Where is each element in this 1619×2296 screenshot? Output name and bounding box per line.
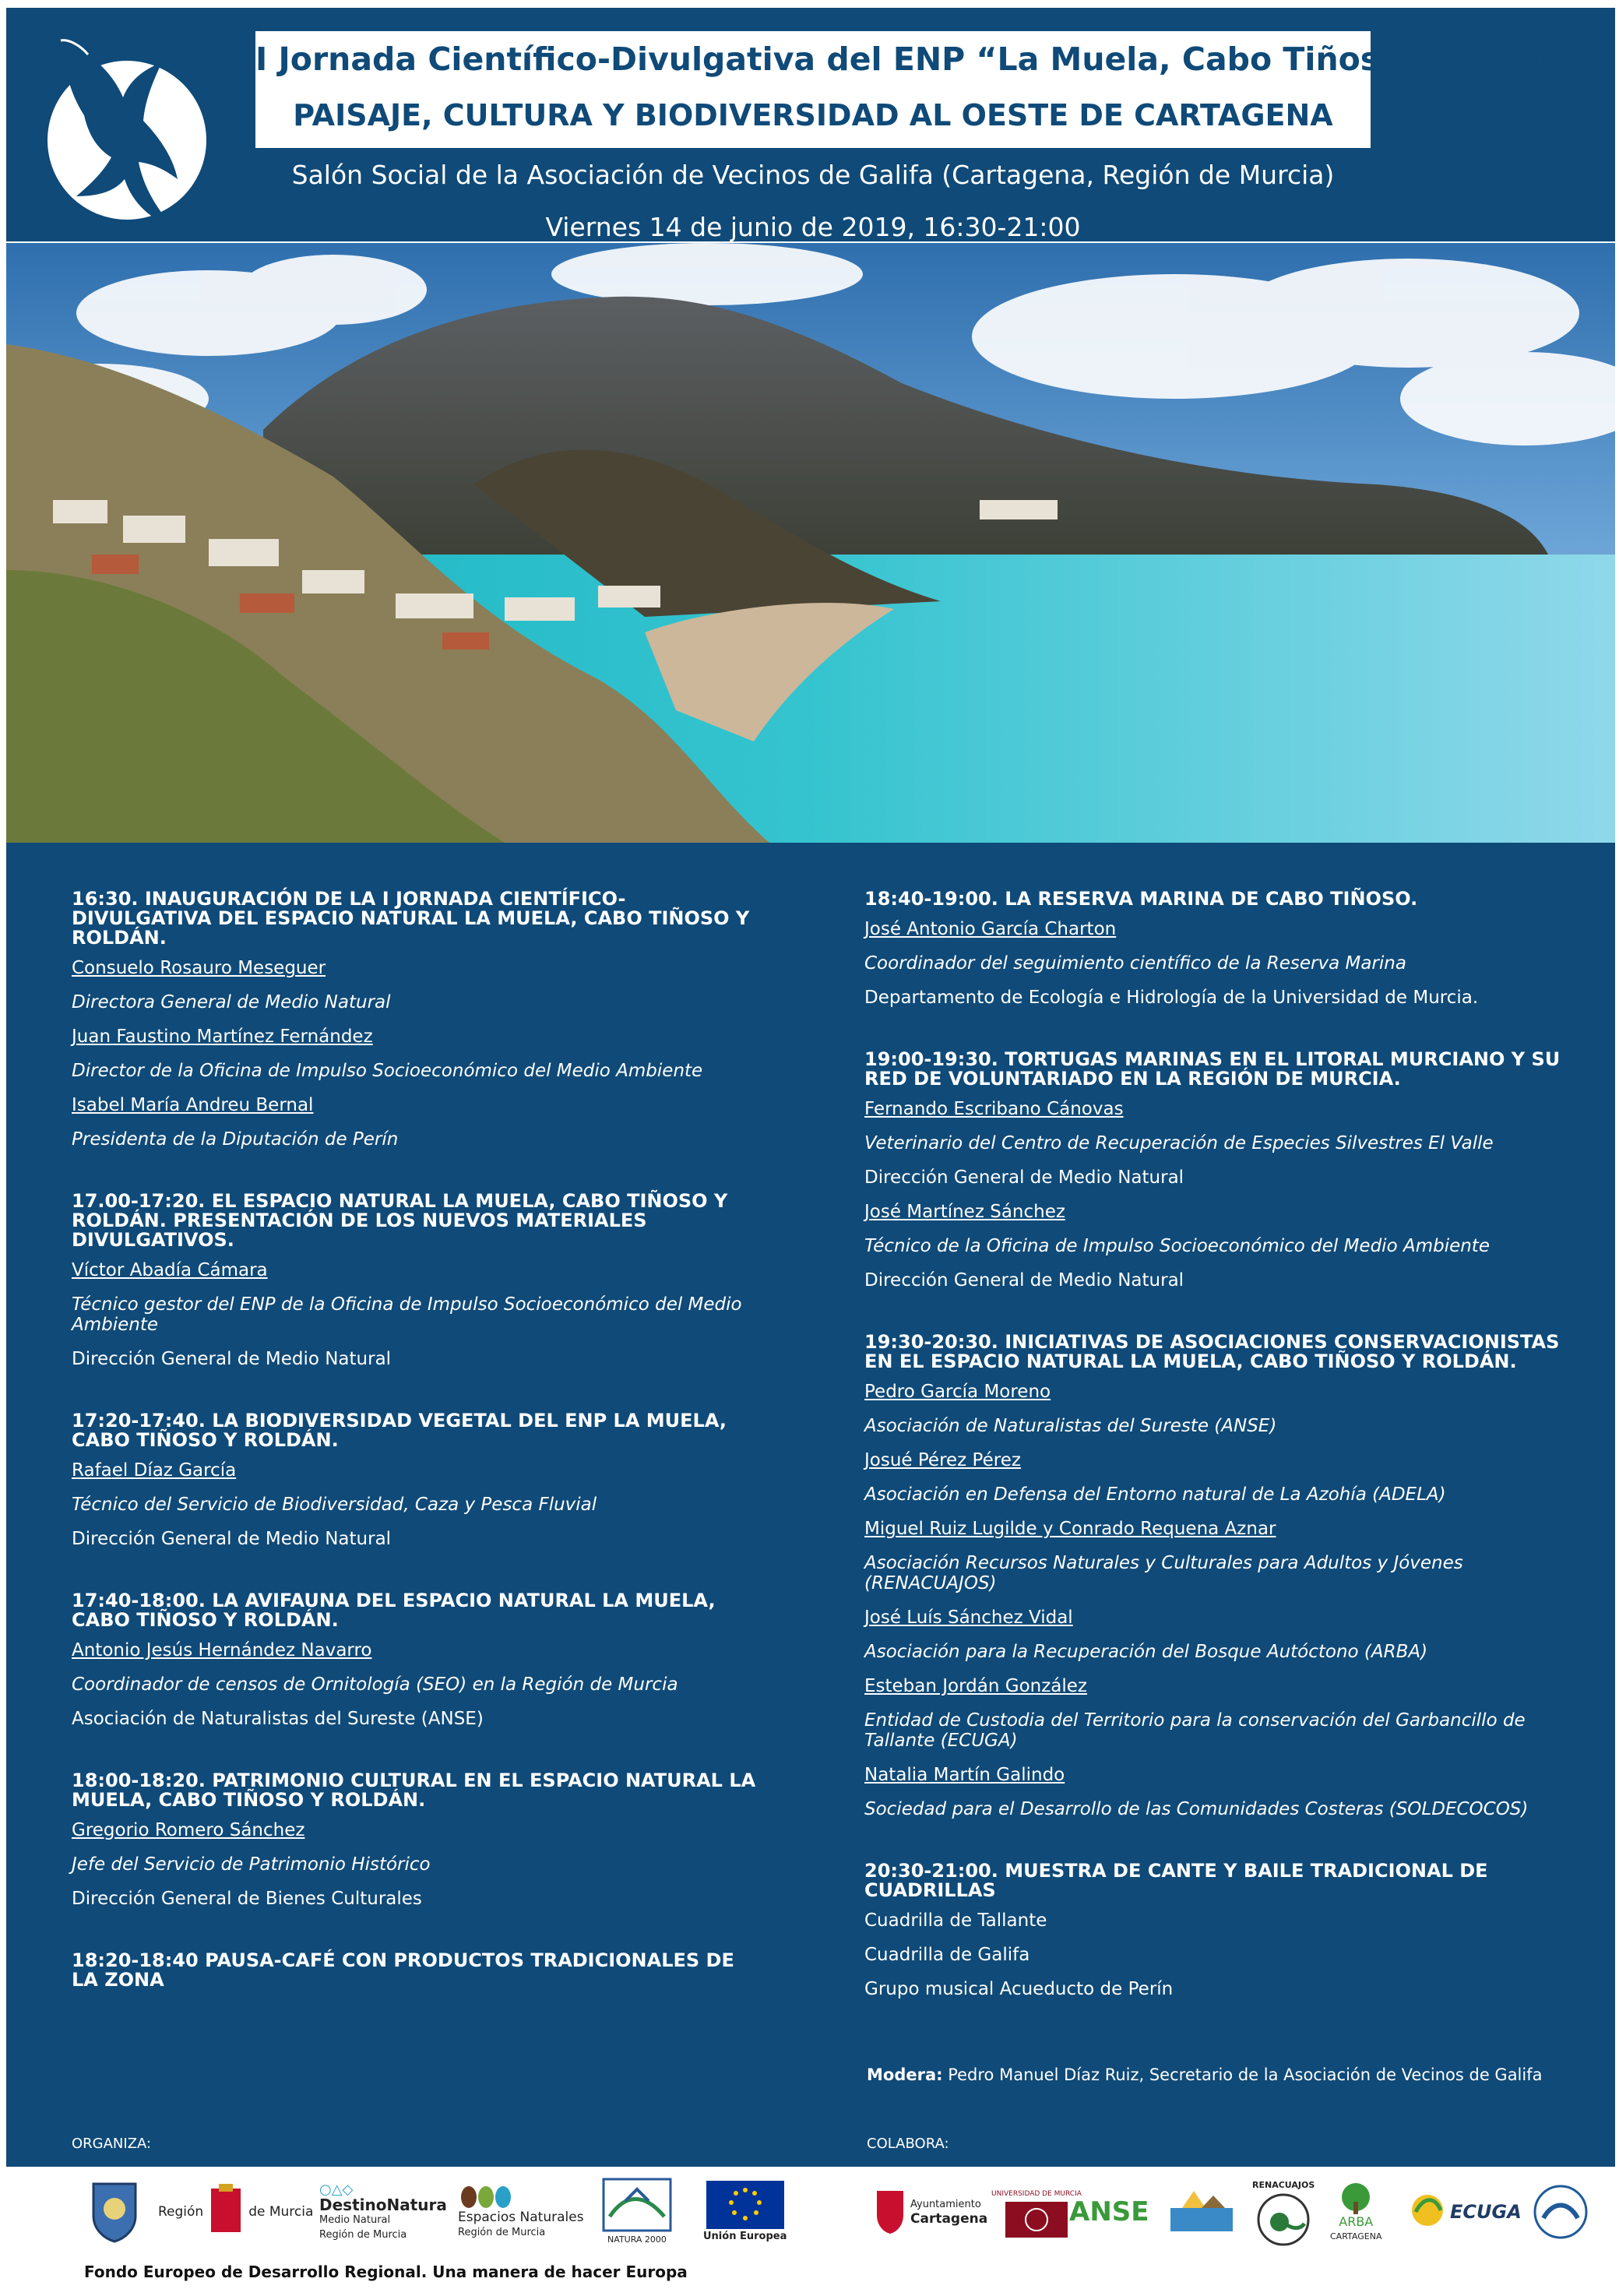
session-title: 20:30-21:00. MUESTRA DE CANTE Y BAILE TRADICIONAL DE CUADRILLAS [864,1860,1488,1901]
program-session [864,889,1565,1008]
organiza-label: ORGANIZA: [72,2136,152,2152]
program-session [72,1951,757,1990]
speaker-organization: Asociación de Naturalistas del Sureste (ANSE) [72,1709,484,1729]
header-banner [6,8,1615,241]
speaker-name: Josué Pérez Pérez [864,1450,1021,1470]
arba-logo: ARBA CARTAGENA [1330,2169,1381,2255]
speaker-role: Director de la Oficina de Impulso Socioeconómico del Medio Ambiente [72,1061,703,1081]
session-title: 18:40-19:00. LA RESERVA MARINA DE CABO TIÑOSO. [864,888,1418,910]
session-title: 18:00-18:20. PATRIMONIO CULTURAL EN EL ESPACIO NATURAL LA MUELA, CABO TIÑOSO Y ROLDÁN. [72,1770,756,1811]
speaker-role: Veterinario del Centro de Recuperación de Especies Silvestres El Valle [864,1133,1494,1153]
speaker-role: Asociación de Naturalistas del Sureste (ANSE) [864,1416,1277,1436]
moderator-line [867,2065,1543,2084]
session-title: 19:00-19:30. TORTUGAS MARINAS EN EL LITORAL MURCIANO Y SU RED DE VOLUNTARIADO EN LA REGIÓN DE MURCIA. [864,1048,1561,1090]
session-title: 17:40-18:00. LA AVIFAUNA DEL ESPACIO NATURAL LA MUELA, CABO TIÑOSO Y ROLDÁN. [72,1590,716,1631]
logos-strip [6,2169,1615,2263]
program-session [72,1771,757,1909]
speaker-organization: Dirección General de Bienes Culturales [72,1889,422,1909]
session-title: 18:20-18:40 PAUSA-CAFÉ CON PRODUCTOS TRADICIONALES DE LA ZONA [72,1949,734,1991]
speaker-role: Asociación para la Recuperación del Bosque Autóctono (ARBA) [864,1642,1428,1662]
speaker-role: Técnico gestor del ENP de la Oficina de Impulso Socioeconómico del Medio Ambiente [72,1294,742,1335]
speaker-name: Consuelo Rosauro Meseguer [72,958,326,978]
eagle-logo-icon [45,23,209,234]
feder-footer: Fondo Europeo de Desarrollo Regional. Una manera de hacer Europa [84,2263,688,2281]
speaker-role: Coordinador del seguimiento científico de la Reserva Marina [864,953,1406,974]
speaker-name: Esteban Jordán González [864,1676,1088,1696]
speaker-role: Asociación en Defensa del Entorno natural de La Azohía (ADELA) [864,1484,1446,1505]
natura-2000-logo: NATURA 2000 [602,2169,672,2255]
session-title: 19:30-20:30. INICIATIVAS DE ASOCIACIONES CONSERVACIONISTAS EN EL ESPACIO NATURAL LA MUELA, CABO TIÑOSO Y ROLDÁN. [864,1331,1560,1372]
speaker-organization: Dirección General de Medio Natural [72,1529,392,1549]
speaker-name: José Antonio García Charton [864,919,1117,939]
region-murcia-logo: Región de Murcia [158,2169,313,2255]
anse-logo: ANSE [1069,2196,1149,2227]
title-box [255,31,1590,148]
program-section [6,843,1615,2167]
adela-logo [1167,2169,1237,2255]
renacuajos-logo: RENACUAJOS [1252,2169,1315,2255]
speaker-role: Entidad de Custodia del Territorio para la conservación del Garbancillo de Tallante (ECUGA) [864,1710,1526,1751]
speaker-organization: Cuadrilla de Galifa [864,1945,1030,1965]
speaker-name: Pedro García Moreno [864,1382,1051,1402]
session-title: 17.00-17:20. EL ESPACIO NATURAL LA MUELA, CABO TIÑOSO Y ROLDÁN. PRESENTACIÓN DE LOS NUEVOS MATERIALES DIVULGATIVOS. [72,1190,728,1251]
speaker-organization: Grupo musical Acueducto de Perín [864,1979,1174,1999]
speaker-role: Sociedad para el Desarrollo de las Comunidades Costeras (SOLDECOCOS) [864,1799,1529,1819]
speaker-role: Jefe del Servicio de Patrimonio Histórico [72,1854,431,1875]
speaker-name: Víctor Abadía Cámara [72,1260,268,1280]
speaker-organization: Dirección General de Medio Natural [72,1349,392,1369]
union-europea-logo: Unión Europea [703,2169,787,2255]
speaker-name: José Luís Sánchez Vidal [864,1608,1073,1628]
event-venue: Salón Social de la Asociación de Vecinos de Galifa (Cartagena, Región de Murcia) [291,160,1335,190]
cartagena-shield-logo [90,2169,139,2255]
moderator-label: Modera: [867,2065,943,2084]
speaker-organization: Departamento de Ecología e Hidrología de la Universidad de Murcia. [864,988,1479,1008]
session-title: 16:30. INAUGURACIÓN DE LA I JORNADA CIENTÍFICO-DIVULGATIVA DEL ESPACIO NATURAL LA MUELA, CABO TIÑOSO Y ROLDÁN. [72,888,750,949]
speaker-name: Juan Faustino Martínez Fernández [72,1027,373,1047]
program-session [72,1591,757,1729]
speaker-name: Gregorio Romero Sánchez [72,1820,305,1840]
universidad-murcia-logo: UNIVERSIDAD DE MURCIA [991,2169,1082,2255]
speaker-role: Técnico del Servicio de Biodiversidad, Caza y Pesca Fluvial [72,1495,597,1515]
speaker-name: Fernando Escribano Cánovas [864,1099,1124,1119]
speaker-role: Asociación Recursos Naturales y Culturales para Adultos y Jóvenes (RENACUAJOS) [864,1553,1463,1593]
session-title: 17:20-17:40. LA BIODIVERSIDAD VEGETAL DEL ENP LA MUELA, CABO TIÑOSO Y ROLDÁN. [72,1410,727,1451]
landscape-photo [6,243,1615,843]
destinonatura-logo: ○△◇ DestinoNatura Medio Natural Región de Murcia [319,2182,447,2241]
soldecocos-logo [1533,2169,1589,2255]
speaker-role: Presidenta de la Diputación de Perín [72,1129,399,1150]
speaker-name: Miguel Ruiz Lugilde y Conrado Requena Aznar [864,1519,1276,1539]
speaker-organization: Cuadrilla de Tallante [864,1910,1047,1931]
program-session [864,1050,1565,1291]
colabora-label: COLABORA: [867,2136,949,2152]
program-left-column [72,889,757,2032]
speaker-organization: Dirección General de Medio Natural [864,1167,1184,1188]
program-session [864,1861,1565,1999]
program-session [72,1411,757,1549]
speaker-organization: Dirección General de Medio Natural [864,1270,1184,1291]
speaker-name: José Martínez Sánchez [864,1202,1065,1222]
speaker-name: Natalia Martín Galindo [864,1765,1065,1785]
speaker-role: Directora General de Medio Natural [72,992,391,1012]
speaker-name: Antonio Jesús Hernández Navarro [72,1640,372,1660]
event-title: I Jornada Científico-Divulgativa del ENP “La Muela, Cabo Tiñoso y Roldán” [255,40,1590,78]
event-subtitle: PAISAJE, CULTURA Y BIODIVERSIDAD AL OESTE DE CARTAGENA [293,98,1333,132]
espacios-naturales-logo: Espacios Naturales Región de Murcia [458,2169,584,2255]
program-session [864,1333,1565,1819]
program-right-column [864,889,1565,2041]
speaker-name: Rafael Díaz García [72,1460,237,1481]
ecuga-logo: ECUGA [1408,2169,1522,2255]
program-session [72,1192,757,1369]
moderator-text: Pedro Manuel Díaz Ruiz, Secretario de la Asociación de Vecinos de Galifa [948,2065,1543,2084]
speaker-role: Técnico de la Oficina de Impulso Socioeconómico del Medio Ambiente [864,1236,1490,1256]
speaker-role: Coordinador de censos de Ornitología (SEO) en la Región de Murcia [72,1674,678,1695]
program-session [72,889,757,1150]
speaker-name: Isabel María Andreu Bernal [72,1095,314,1115]
event-date: Viernes 14 de junio de 2019, 16:30-21:00 [545,212,1081,242]
ayuntamiento-cartagena-logo: Ayuntamiento Cartagena [875,2169,987,2255]
